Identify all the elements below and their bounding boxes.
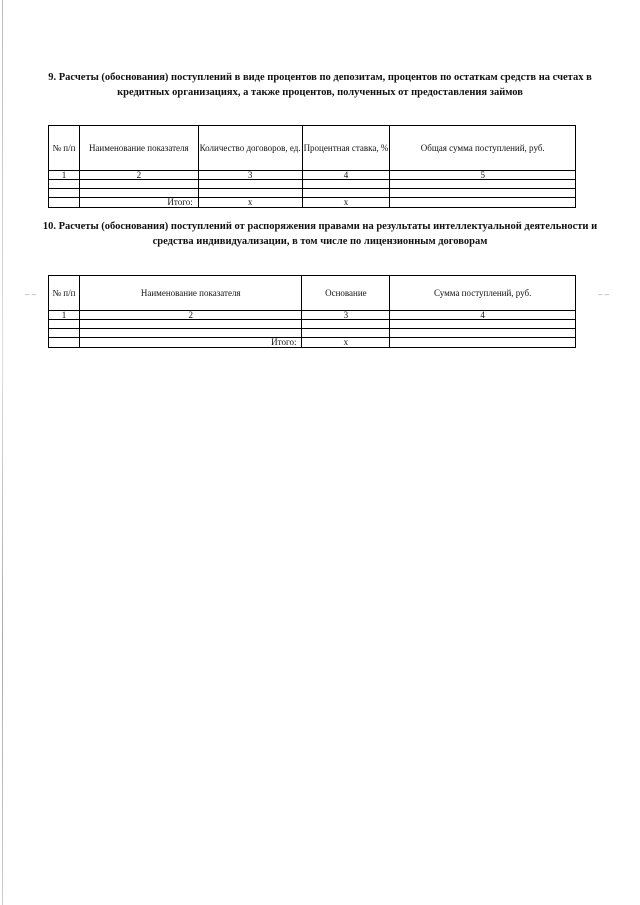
table-cell xyxy=(390,338,576,348)
table-row xyxy=(49,189,576,198)
section-10-heading: 10. Расчеты (обоснования) поступлений от распоряжения правами на результаты интеллектуальной деятельности и средства индивидуализации, в том числе по лицензионным договорам xyxy=(42,221,598,247)
table-cell xyxy=(390,329,576,338)
table-header-row xyxy=(49,126,576,171)
table-row xyxy=(49,180,576,189)
total-mark: x xyxy=(198,198,302,208)
column-number: 4 xyxy=(390,311,576,320)
table-row xyxy=(49,329,576,338)
total-row xyxy=(49,198,576,208)
column-number-row xyxy=(49,171,576,180)
total-mark: x xyxy=(302,338,390,348)
column-number: 1 xyxy=(49,171,80,180)
column-header: Основание xyxy=(302,276,390,311)
scan-artifact: – – xyxy=(598,290,610,299)
column-number: 3 xyxy=(198,171,302,180)
column-number: 2 xyxy=(79,171,198,180)
table-cell xyxy=(49,320,80,329)
column-header: № п/п xyxy=(49,276,80,311)
section-9-heading: 9. Расчеты (обоснования) поступлений в виде процентов по депозитам, процентов по остаткам средств на счетах в кредитных организациях, а также процентов, полученных от предоставления займов xyxy=(48,72,592,98)
table-cell xyxy=(302,180,390,189)
table-cell xyxy=(198,180,302,189)
table-cell xyxy=(390,180,576,189)
column-header: Наименование показателя xyxy=(79,276,302,311)
column-header: Количество договоров, ед. xyxy=(198,126,302,171)
table-cell xyxy=(49,338,80,348)
table-cell xyxy=(390,198,576,208)
total-label: Итого: xyxy=(79,198,198,208)
total-mark: x xyxy=(302,198,390,208)
column-header: Сумма поступлений, руб. xyxy=(390,276,576,311)
table-row xyxy=(49,320,576,329)
column-number: 5 xyxy=(390,171,576,180)
table-cell xyxy=(79,180,198,189)
column-number-row xyxy=(49,311,576,320)
table-cell xyxy=(390,189,576,198)
column-number: 4 xyxy=(302,171,390,180)
page-left-edge xyxy=(2,0,3,905)
table-cell xyxy=(79,329,302,338)
scan-artifact: – – xyxy=(25,290,37,299)
table-header-row xyxy=(49,276,576,311)
column-number: 1 xyxy=(49,311,80,320)
column-number: 3 xyxy=(302,311,390,320)
table-cell xyxy=(49,189,80,198)
table-cell xyxy=(49,329,80,338)
table-cell xyxy=(390,320,576,329)
section-10-table xyxy=(48,275,576,348)
column-header: Общая сумма поступлений, руб. xyxy=(390,126,576,171)
table-cell xyxy=(49,180,80,189)
column-header: Процентная ставка, % xyxy=(302,126,390,171)
total-row xyxy=(49,338,576,348)
table-cell xyxy=(79,320,302,329)
total-label: Итого: xyxy=(79,338,302,348)
table-cell xyxy=(49,198,80,208)
table-cell xyxy=(302,320,390,329)
column-header: Наименование показателя xyxy=(79,126,198,171)
column-number: 2 xyxy=(79,311,302,320)
section-9-table xyxy=(48,125,576,208)
column-header: № п/п xyxy=(49,126,80,171)
